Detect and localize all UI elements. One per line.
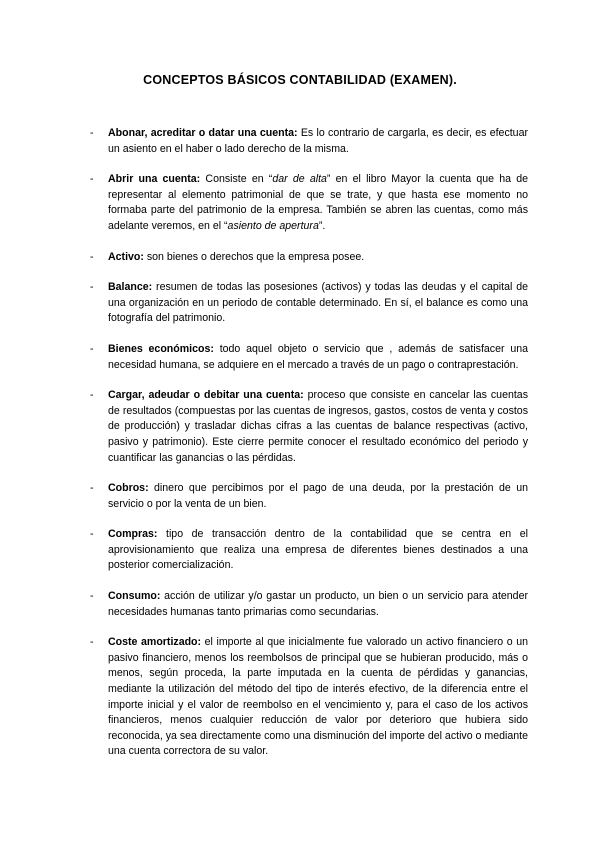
- bullet-dash: -: [90, 389, 94, 402]
- document-title: CONCEPTOS BÁSICOS CONTABILIDAD (EXAMEN).: [143, 73, 457, 87]
- entry-term: Balance:: [108, 281, 153, 294]
- list-item: [90, 388, 528, 466]
- entry-text: tipo de transacción dentro de la contabilidad que se centra en el aprovisionamiento que realiza una empresa de diferentes bienes destinados a una posterior comercialización.: [108, 528, 528, 572]
- bullet-dash: -: [90, 636, 94, 649]
- list-item: [90, 635, 528, 760]
- list-item: [90, 126, 528, 157]
- entry-text: acción de utilizar y/o gastar un producto, un bien o un servicio para atender necesidades humanas tanto primarias como secundarias.: [108, 590, 528, 618]
- entry-term: Activo:: [108, 250, 144, 263]
- entry-term: Coste amortizado:: [108, 636, 202, 649]
- list-item: [90, 172, 528, 234]
- entry-italic: asiento de apertura: [227, 219, 319, 232]
- entry-term: Cargar, adeudar o debitar una cuenta:: [108, 389, 304, 402]
- list-item: [90, 527, 528, 574]
- entry-term: Compras:: [108, 528, 158, 541]
- entry-text: ” en el libro Mayor la cuenta que ha de representar al elemento patrimonial de que se trate, y que hasta ese momento no formaba parte del patrimonio de la empresa. También se abren las cuentas, como más adelante veremos, en el “: [108, 173, 528, 232]
- entry-term: Consumo:: [108, 590, 161, 603]
- entry-text: el importe al que inicialmente fue valorado un activo financiero o un pasivo financiero, menos los reembolsos de principal que se hubieran producido, más o menos, según proceda, la parte imputada en la cuenta de pérdidas y ganancias, mediante la utilización del método del tipo de interés efectivo, de la diferencia entre el importe inicial y el valor de reembolso en el vencimiento y, para el caso de los activos financieros, menos cualquier reducción de valor por deterioro que hubiera sido reconocida, ya sea directamente como una disminución del importe del activo o mediante una cuenta correctora de su valor.: [108, 636, 528, 758]
- list-item: [90, 280, 528, 327]
- entry-text: proceso que consiste en cancelar las cuentas de resultados (compuestas por las cuentas de ingresos, gastos, costos de venta y costos de producción) y trasladar dichas cifras a las cuentas de balance respectivas (activo, pasivo y patrimonio). Este cierre permite conocer el resultado económico del periodo y cuantificar las ganancias o las pérdidas.: [108, 389, 528, 464]
- bullet-dash: -: [90, 250, 94, 263]
- bullet-dash: -: [90, 342, 94, 355]
- bullet-dash: -: [90, 127, 94, 139]
- bullet-dash: -: [90, 173, 94, 186]
- bullet-dash: -: [90, 590, 94, 603]
- bullet-dash: -: [90, 528, 94, 541]
- bullet-dash: -: [90, 281, 94, 294]
- entry-text: Es lo contrario de cargarla, es decir, es efectuar un asiento en el haber o lado derecho de la misma.: [108, 127, 528, 155]
- entry-italic: dar de alta: [272, 173, 327, 186]
- entry-term: Abrir una cuenta:: [108, 173, 201, 186]
- bullet-dash: -: [90, 482, 94, 495]
- entry-text: dinero que percibimos por el pago de una deuda, por la prestación de un servicio o por la venta de un bien.: [108, 482, 528, 510]
- list-item: [90, 481, 528, 512]
- entry-text: ”.: [318, 219, 326, 232]
- list-item: [90, 250, 528, 266]
- entry-term: Cobros:: [108, 482, 149, 495]
- definitions-list: [0, 126, 600, 775]
- entry-text: todo aquel objeto o servicio que , además de satisfacer una necesidad humana, se adquiere en el mercado a través de un pago o contraprestación.: [108, 342, 528, 371]
- entry-term: Bienes económicos:: [108, 342, 214, 355]
- entry-text: resumen de todas las posesiones (activos) y todas las deudas y el capital de una organización en un periodo de contable determinado. En sí, el balance es como una fotografía del patrimonio.: [108, 281, 528, 325]
- entry-text: son bienes o derechos que la empresa posee.: [143, 250, 365, 263]
- list-item: [90, 589, 528, 620]
- entry-text: Consiste en “: [200, 173, 273, 186]
- list-item: [90, 342, 528, 373]
- entry-term: Abonar, acreditar o datar una cuenta:: [108, 127, 298, 139]
